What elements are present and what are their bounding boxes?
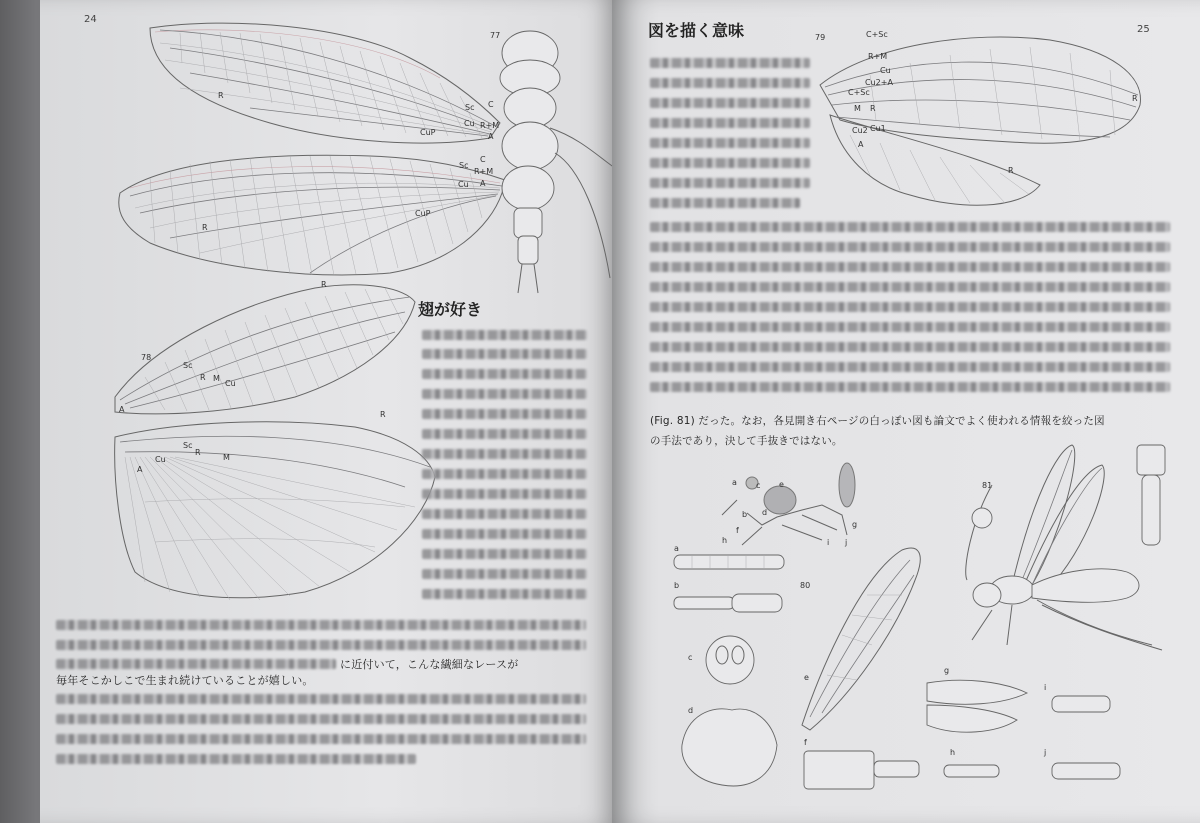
left-page	[40, 0, 614, 823]
svg-text:d: d	[762, 508, 768, 517]
svg-text:i: i	[1044, 683, 1047, 692]
left-visible-text-line: 毎年そこかしこで生まれ続けていることが嬉しい。	[56, 674, 314, 687]
svg-text:Sc: Sc	[183, 441, 193, 450]
svg-text:Cu: Cu	[458, 180, 469, 189]
svg-text:78: 78	[141, 353, 152, 362]
figure-79-wing-illustration	[810, 25, 1150, 215]
svg-text:80: 80	[800, 581, 811, 590]
svg-text:R: R	[1132, 94, 1138, 103]
svg-text:R: R	[202, 223, 208, 232]
svg-text:M: M	[223, 453, 230, 462]
right-visible-text-line-1: (Fig. 81) だった。なお，各見開き右ページの白っぽい図も論文でよく使われる情報を絞った図	[650, 415, 1105, 427]
svg-text:CuP: CuP	[415, 209, 431, 218]
page-number-left: 24	[84, 14, 97, 25]
svg-text:h: h	[722, 536, 728, 545]
svg-text:R+M: R+M	[868, 52, 888, 61]
svg-text:j: j	[1044, 748, 1047, 757]
svg-text:j: j	[845, 538, 848, 547]
svg-text:i: i	[827, 538, 830, 547]
right-page-heading: 図を描く意味	[648, 21, 745, 40]
svg-text:g: g	[944, 666, 950, 675]
svg-text:Cu: Cu	[155, 455, 166, 464]
svg-text:b: b	[674, 581, 680, 590]
svg-text:C+Sc: C+Sc	[848, 88, 870, 97]
svg-text:R: R	[1008, 166, 1014, 175]
svg-text:b: b	[742, 510, 748, 519]
figure-81-wasp-illustration	[952, 440, 1182, 670]
svg-text:a: a	[732, 478, 737, 487]
svg-text:R: R	[321, 280, 327, 289]
svg-text:a: a	[674, 544, 679, 553]
figure-77-wing-illustration	[110, 18, 614, 308]
svg-text:A: A	[858, 140, 864, 149]
svg-text:f: f	[804, 738, 807, 747]
svg-text:C+Sc: C+Sc	[866, 30, 888, 39]
svg-text:A: A	[119, 405, 125, 414]
svg-text:81: 81	[982, 481, 993, 490]
right-page	[612, 0, 1200, 823]
svg-text:g: g	[852, 520, 858, 529]
left-partial-text-line: に近付いて，こんな繊細なレースが	[340, 658, 519, 671]
svg-text:R: R	[218, 91, 224, 100]
svg-text:C: C	[488, 100, 494, 109]
svg-text:Sc: Sc	[465, 103, 475, 112]
svg-text:R: R	[380, 410, 386, 419]
right-visible-text-line-2: の手法であり，決して手抜きではない。	[650, 435, 843, 447]
svg-text:f: f	[736, 526, 739, 535]
svg-text:e: e	[779, 480, 784, 489]
figure-78-wing-illustration	[75, 282, 415, 612]
svg-text:R+M: R+M	[474, 167, 494, 176]
svg-text:d: d	[688, 706, 694, 715]
svg-text:c: c	[756, 481, 761, 490]
svg-text:Sc: Sc	[459, 161, 469, 170]
svg-text:Cu: Cu	[225, 379, 236, 388]
svg-text:c: c	[688, 653, 693, 662]
svg-text:M: M	[854, 104, 861, 113]
svg-text:R: R	[870, 104, 876, 113]
svg-text:A: A	[480, 179, 486, 188]
svg-text:M: M	[213, 374, 220, 383]
left-page-heading: 翅が好き	[418, 300, 483, 319]
svg-text:e: e	[804, 673, 809, 682]
svg-text:Sc: Sc	[183, 361, 193, 370]
svg-text:R+M: R+M	[480, 121, 500, 130]
svg-text:R: R	[195, 448, 201, 457]
svg-text:Cu2+A: Cu2+A	[865, 78, 893, 87]
svg-text:Cu: Cu	[880, 66, 891, 75]
svg-text:h: h	[950, 748, 956, 757]
svg-text:A: A	[488, 132, 494, 141]
svg-text:Cu1: Cu1	[870, 124, 886, 133]
svg-text:C: C	[480, 155, 486, 164]
svg-text:CuP: CuP	[420, 128, 436, 137]
svg-text:Cu2: Cu2	[852, 126, 868, 135]
svg-text:79: 79	[815, 33, 826, 42]
svg-text:A: A	[137, 465, 143, 474]
svg-text:Cu: Cu	[464, 119, 475, 128]
svg-text:77: 77	[490, 31, 501, 40]
svg-text:R: R	[200, 373, 206, 382]
page-number-right: 25	[1137, 24, 1150, 35]
